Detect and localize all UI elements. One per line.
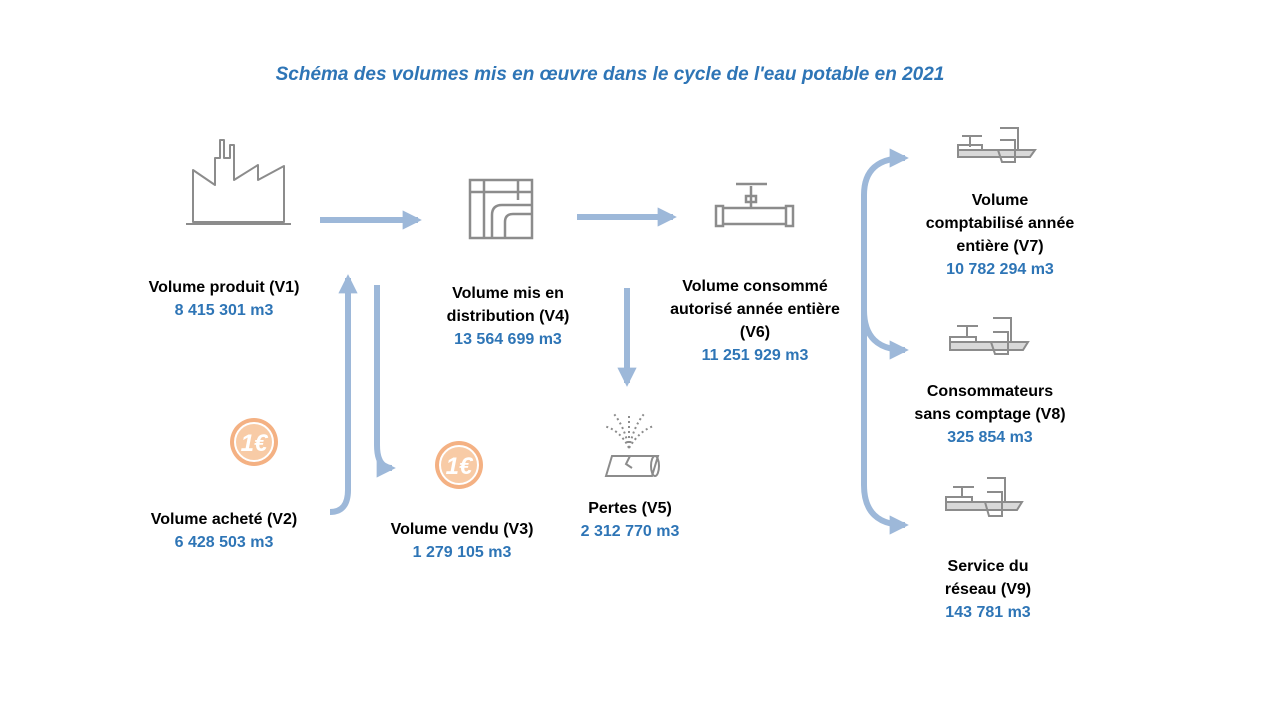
- node-v6-label: (V6): [739, 324, 771, 341]
- diagram-title: Schéma des volumes mis en œuvre dans le cycle de l'eau potable en 2021: [275, 64, 945, 85]
- node-v7-value: 10 782 294 m3: [946, 261, 1054, 278]
- node-v8: [885, 380, 1095, 449]
- node-v4-label: Volume mis en: [452, 285, 564, 302]
- node-v8-label: Consommateurs: [926, 383, 1054, 400]
- node-v5-label: Pertes (V5): [588, 500, 672, 517]
- node-v1: [124, 276, 324, 322]
- coin-label: 1€: [240, 430, 268, 457]
- node-v6: [645, 275, 865, 367]
- leaking-pipe-icon: [604, 414, 659, 476]
- node-v4: [408, 282, 608, 351]
- euro-coin-icon: [435, 441, 483, 489]
- factory-icon: [186, 140, 291, 224]
- node-v3-label: Volume vendu (V3): [390, 521, 534, 538]
- node-v7-label: comptabilisé année: [925, 215, 1075, 232]
- node-v9-value: 143 781 m3: [945, 604, 1031, 621]
- node-v7-label: entière (V7): [956, 238, 1044, 255]
- node-v1-label: Volume produit (V1): [148, 279, 300, 296]
- pipe-network-icon: [470, 180, 532, 238]
- valve-pipe-icon: [716, 184, 793, 226]
- arrow-v2-to-v1: [330, 278, 348, 512]
- node-v6-label: Volume consommé: [682, 278, 828, 295]
- node-v2-label: Volume acheté (V2): [150, 511, 298, 528]
- faucet-icon: [946, 478, 1022, 516]
- node-v8-value: 325 854 m3: [947, 429, 1033, 446]
- faucet-icon: [958, 128, 1035, 162]
- node-v9-label: Service du: [947, 558, 1029, 575]
- node-v6-label: autorisé année entière: [670, 301, 840, 318]
- node-v2: [124, 508, 324, 554]
- node-v3-value: 1 279 105 m3: [412, 544, 512, 561]
- node-v6-value: 11 251 929 m3: [701, 347, 809, 364]
- node-v2-value: 6 428 503 m3: [174, 534, 274, 551]
- node-v1-value: 8 415 301 m3: [174, 302, 274, 319]
- node-v5-value: 2 312 770 m3: [580, 523, 680, 540]
- node-v4-value: 13 564 699 m3: [454, 331, 562, 348]
- node-v4-label: distribution (V4): [446, 308, 570, 325]
- euro-coin-icon: [230, 418, 278, 466]
- node-v7-label: Volume: [971, 192, 1029, 209]
- coin-label: 1€: [445, 453, 473, 480]
- node-v8-label: sans comptage (V8): [914, 406, 1066, 423]
- node-v9-label: réseau (V9): [944, 581, 1032, 598]
- faucet-icon: [950, 318, 1028, 354]
- arrow-to-v3: [377, 285, 392, 468]
- node-v9: [888, 555, 1088, 624]
- node-v7: [890, 189, 1110, 281]
- node-v5: [530, 497, 730, 543]
